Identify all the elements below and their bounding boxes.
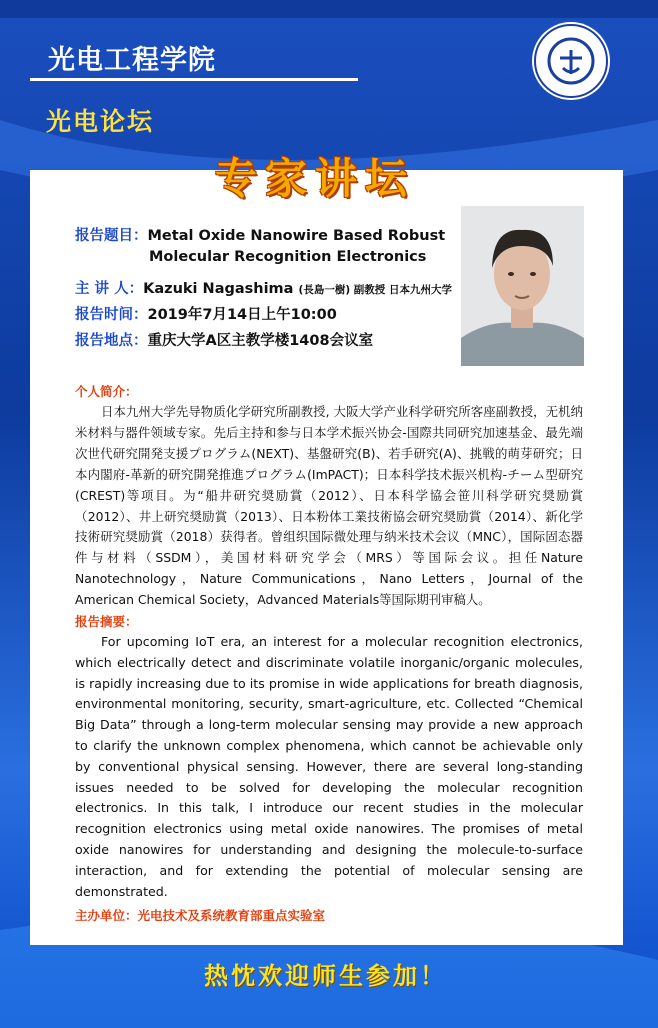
time-value: 2019年7月14日上午10:00 xyxy=(147,307,337,323)
college-logo xyxy=(530,20,612,102)
abstract-heading: 报告摘要： xyxy=(75,614,138,629)
abstract-text: For upcoming IoT era, an interest for a molecular recognition electronics, which electrically detect and discriminate volatile inorganic/organic molecules, is rapidly increasing due to its promise in wide applications for breath diagnosis, environmental monitoring, security, smart-agriculture, etc. Collected “Chemical Big Data” through a long-term molecular sensing may provide a new approach to clarify the unknown complex phenomena, which cannot be achievable only by conventional physical sensing. However, there are several long-standing issues needed to be solved for developing the molecular recognition electronics. In this talk, I introduce our recent studies in the molecular recognition electronics using metal oxide nanowires. The promises of metal oxide nanowires for understanding and designing the molecule-to-surface interaction, and for extending the potential of molecular sensing are demonstrated. xyxy=(75,634,583,899)
bio-text: 日本九州大学先导物质化学研究所副教授, 大阪大学产业科学研究所客座副教授，无机纳米材料与器件领域专家。先后主持和参与日本学术振兴协会-国際共同研究加速基金、最先端次世代研究開発支援プログラム(NEXT)、基盤研究(B)、若手研究(A)、挑戦的萌芽研究；日本内閣府-革新的研究開発推進プログラム(ImPACT)；日本科学技术振兴机构-チーム型研究(CREST)等项目。为“船井研究奨励賞（2012）、日本科学協会笹川科学研究奨励賞（2012）、井上研究奨励賞（2013）、日本粉体工業技術協会研究奨励賞（2014）、新化学技術研究奨励賞（2018）获得者。曾组织国际微处理与纳米技术会议（MNC），国际固态器件与材料（SSDM），美国材料研究学会（MRS）等国际会议。担任Nature Nanotechnology，Nature Communications，Nano Letters，Journal of the American Chemical Society，Advanced Materials等国际期刊审稿人。 xyxy=(75,404,583,608)
talk-title-label: 报告题目： xyxy=(75,228,148,244)
place-value: 重庆大学A区主教学楼1408会议室 xyxy=(147,333,374,349)
place-label: 报告地点： xyxy=(75,333,148,349)
time-label: 报告时间： xyxy=(75,307,148,323)
college-title: 光电工程学院 xyxy=(48,45,216,76)
speaker-note: (長島一樹) 副教授 日本九州大学 xyxy=(298,284,452,296)
place-row xyxy=(75,329,373,350)
talk-title-line1: Metal Oxide Nanowire Based Robust xyxy=(147,228,446,244)
header-divider xyxy=(30,78,358,81)
talk-title-row xyxy=(75,224,445,245)
time-row xyxy=(75,303,337,324)
speaker-photo xyxy=(461,206,584,366)
host-organization: 主办单位：光电技术及系统教育部重点实验室 xyxy=(75,908,326,923)
welcome-banner: 热忱欢迎师生参加！ xyxy=(204,961,447,990)
speaker-name: Kazuki Nagashima xyxy=(143,281,294,297)
expert-forum-title: 专家讲坛 xyxy=(215,154,416,203)
speaker-row xyxy=(75,277,452,298)
speaker-label: 主 讲 人： xyxy=(75,281,144,297)
bio-heading: 个人简介： xyxy=(75,384,138,399)
forum-title: 光电论坛 xyxy=(46,107,155,136)
talk-title-line2: Molecular Recognition Electronics xyxy=(149,249,427,265)
